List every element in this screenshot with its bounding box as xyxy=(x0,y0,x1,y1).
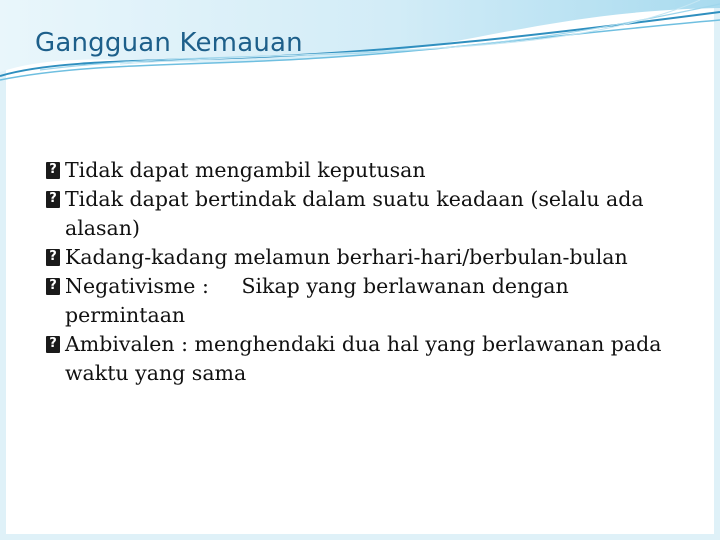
missing-glyph-icon xyxy=(46,336,60,353)
list-item-text: Kadang-kadang melamun berhari-hari/berbulan-bulan xyxy=(65,245,628,269)
list-item xyxy=(46,243,686,272)
list-item xyxy=(46,156,686,185)
missing-glyph-icon xyxy=(46,191,60,208)
missing-glyph-icon xyxy=(46,278,60,295)
list-item xyxy=(46,272,686,330)
list-item-text: Tidak dapat bertindak dalam suatu keadaan (selalu ada alasan) xyxy=(65,187,651,240)
list-item xyxy=(46,330,686,388)
missing-glyph-icon xyxy=(46,249,60,266)
bullet-list xyxy=(46,156,686,388)
list-item-text: Tidak dapat mengambil keputusan xyxy=(65,158,426,182)
list-item-text: Ambivalen : menghendaki dua hal yang berlawanan pada waktu yang sama xyxy=(65,332,669,385)
list-item-text: Negativisme : Sikap yang berlawanan dengan permintaan xyxy=(65,274,576,327)
missing-glyph-icon xyxy=(46,162,60,179)
list-item xyxy=(46,185,686,243)
slide-title: Gangguan Kemauan xyxy=(35,28,303,58)
